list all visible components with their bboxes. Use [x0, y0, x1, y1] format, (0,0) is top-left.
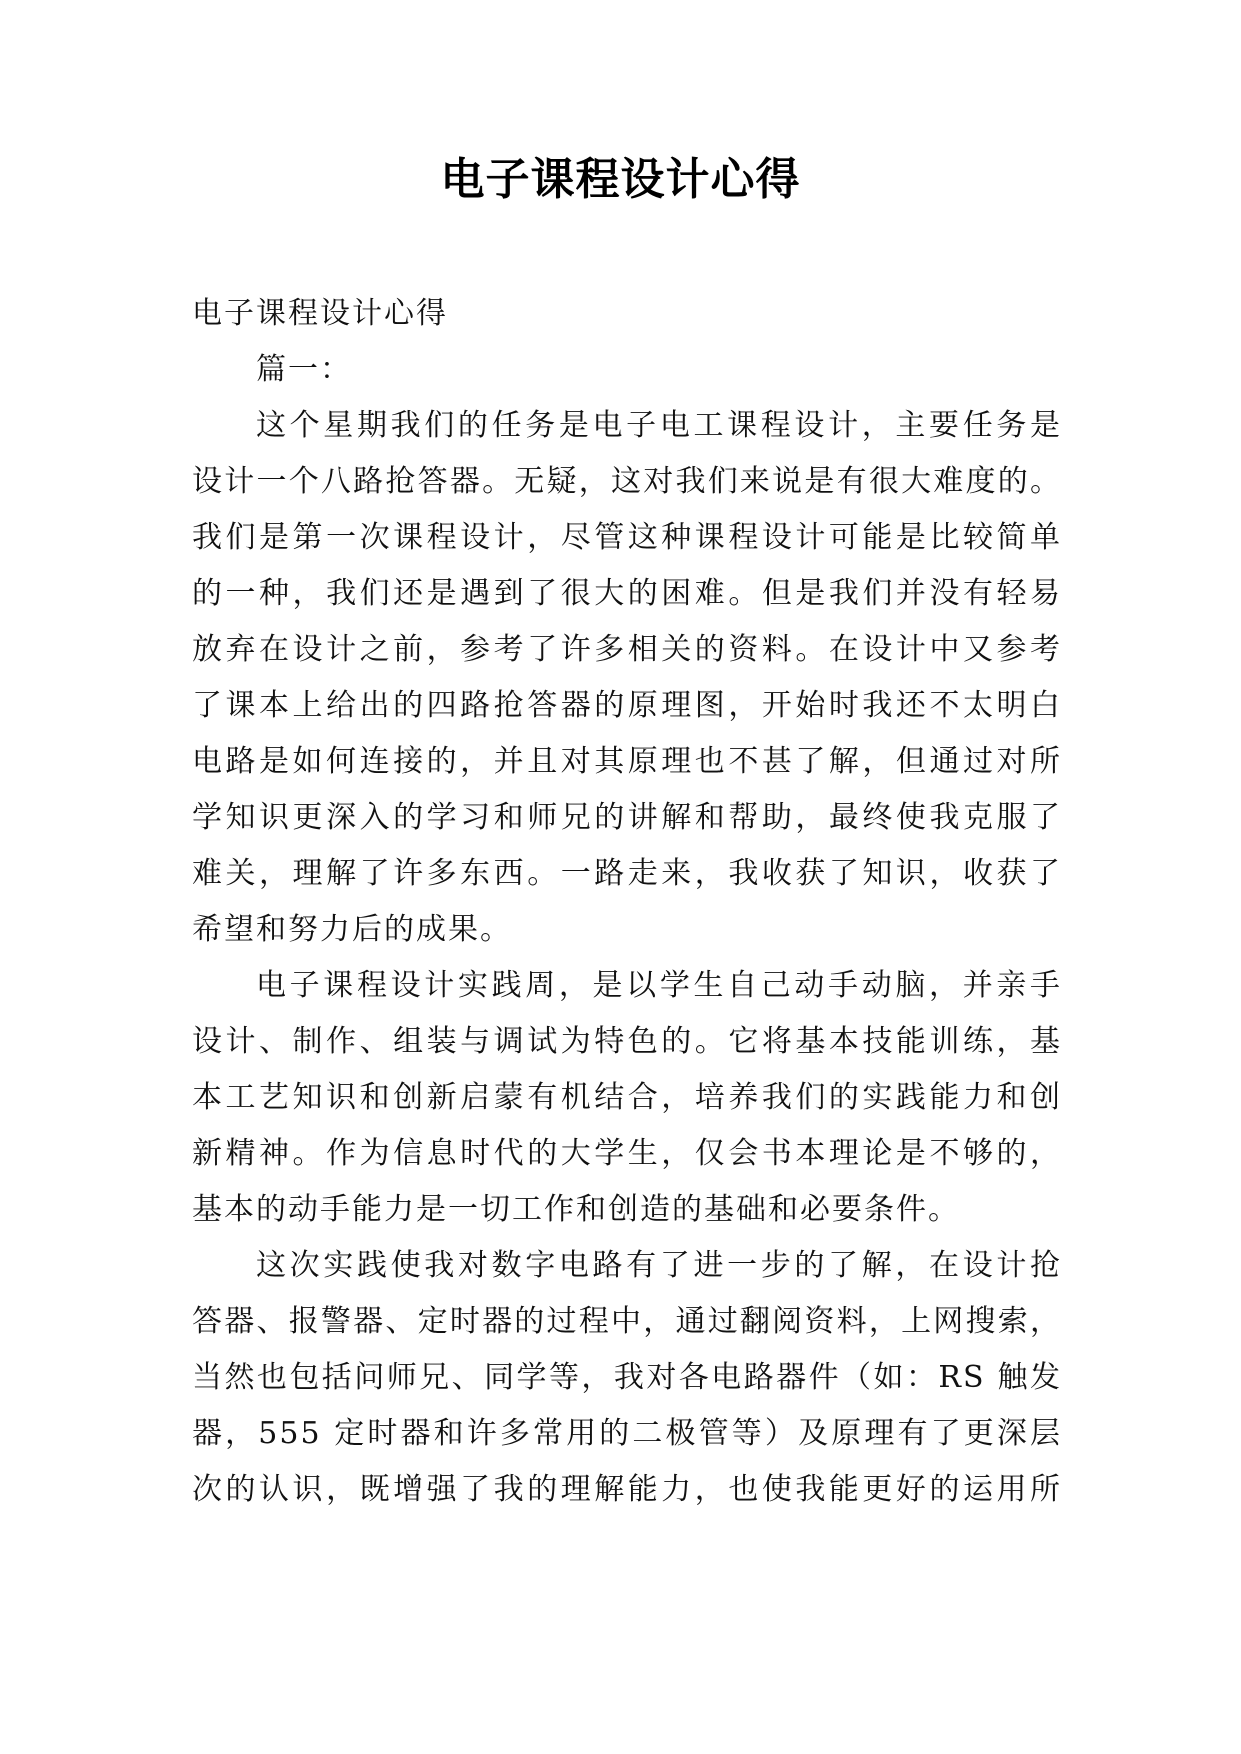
paragraph-line: 当然也包括问师兄、同学等，我对各电路器件（如：RS 触发	[192, 1360, 1062, 1395]
section-label-line: 篇一：	[256, 352, 352, 387]
paragraph-line: 这次实践使我对数字电路有了进一步的了解，在设计抢	[256, 1248, 1062, 1283]
paragraph-line: 的一种，我们还是遇到了很大的困难。但是我们并没有轻易	[192, 576, 1062, 611]
paragraph-line: 答器、报警器、定时器的过程中，通过翻阅资料，上网搜索，	[192, 1304, 1062, 1339]
paragraph-line: 器，555 定时器和许多常用的二极管等）及原理有了更深层	[192, 1416, 1062, 1451]
paragraph-line: 设计一个八路抢答器。无疑，这对我们来说是有很大难度的。	[192, 464, 1062, 499]
body-heading-line: 电子课程设计心得	[192, 296, 448, 331]
paragraph-line: 电子课程设计实践周，是以学生自己动手动脑，并亲手	[256, 968, 1062, 1003]
paragraph-line: 设计、制作、组装与调试为特色的。它将基本技能训练，基	[192, 1024, 1062, 1059]
paragraph-line: 这个星期我们的任务是电子电工课程设计，主要任务是	[256, 408, 1062, 443]
paragraph-line: 放弃在设计之前，参考了许多相关的资料。在设计中又参考	[192, 632, 1062, 667]
paragraph-line: 电路是如何连接的，并且对其原理也不甚了解，但通过对所	[192, 744, 1062, 779]
paragraph-line: 难关，理解了许多东西。一路走来，我收获了知识，收获了	[192, 856, 1062, 891]
document-body	[192, 286, 1062, 1518]
document-title: 电子课程设计心得	[440, 154, 801, 205]
paragraph-line: 新精神。作为信息时代的大学生，仅会书本理论是不够的，	[192, 1136, 1062, 1171]
paragraph-line: 本工艺知识和创新启蒙有机结合，培养我们的实践能力和创	[192, 1080, 1062, 1115]
paragraph-line: 学知识更深入的学习和师兄的讲解和帮助，最终使我克服了	[192, 800, 1062, 835]
paragraph-line: 基本的动手能力是一切工作和创造的基础和必要条件。	[192, 1192, 960, 1227]
paragraph-line: 了课本上给出的四路抢答器的原理图，开始时我还不太明白	[192, 688, 1062, 723]
paragraph-line: 希望和努力后的成果。	[192, 912, 512, 947]
paragraph-line: 次的认识，既增强了我的理解能力，也使我能更好的运用所	[192, 1472, 1062, 1507]
paragraph-line: 我们是第一次课程设计，尽管这种课程设计可能是比较简单	[192, 520, 1062, 555]
